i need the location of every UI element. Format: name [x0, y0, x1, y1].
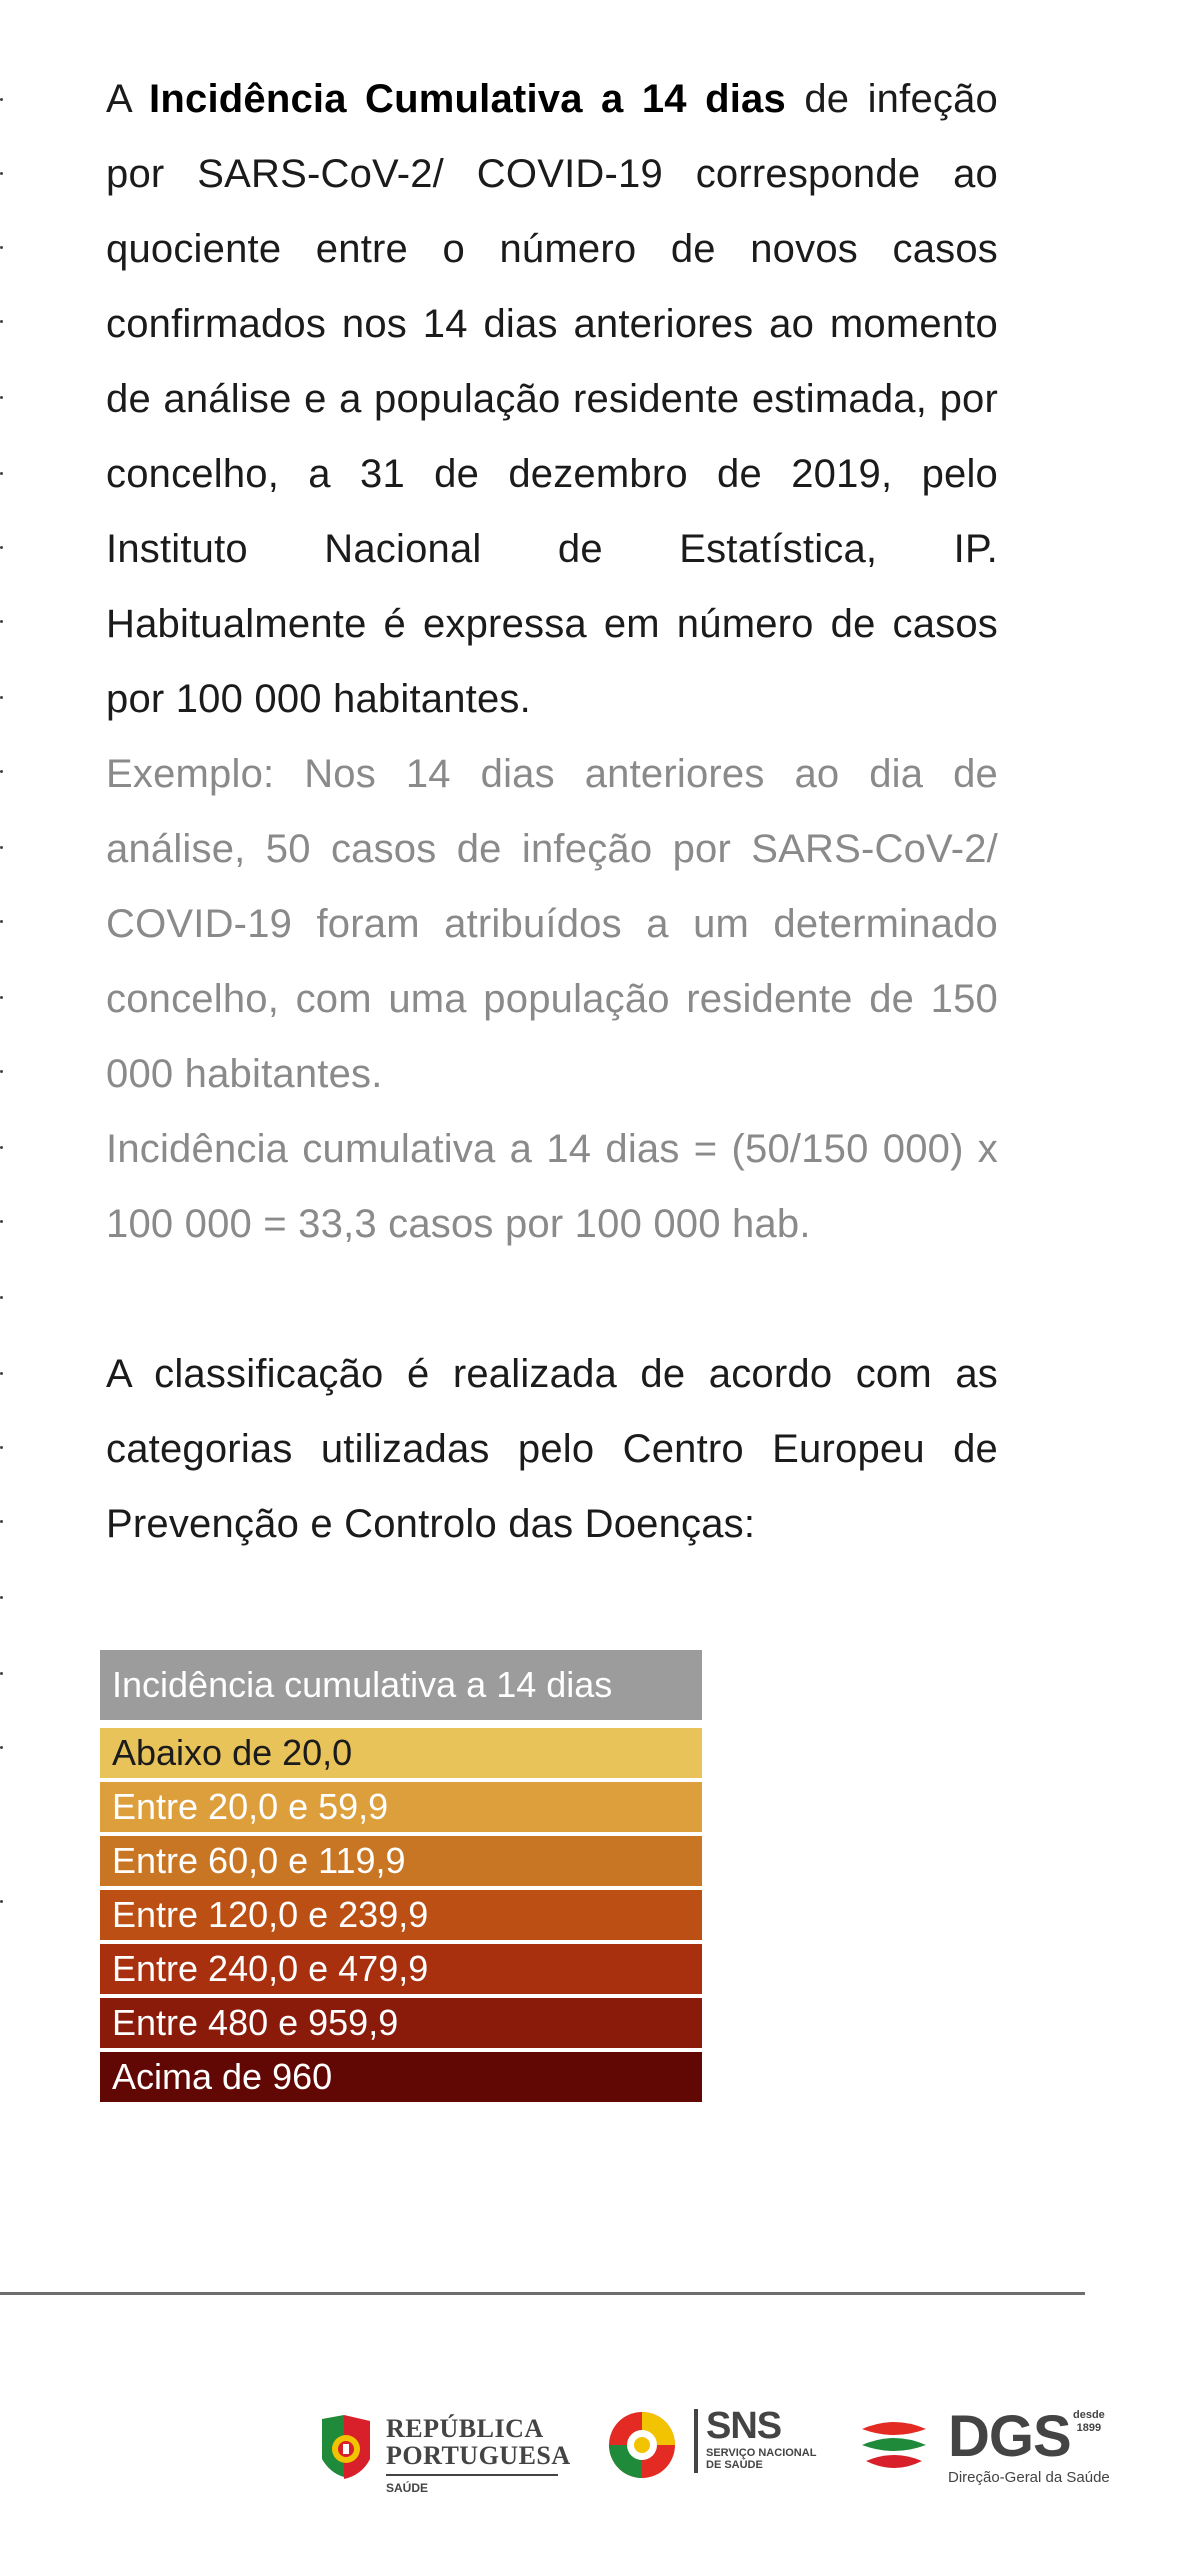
- incidence-legend: [100, 1650, 702, 2102]
- edge-dot: [0, 1220, 3, 1223]
- sns-subtitle: [706, 2447, 826, 2471]
- dgs-since: [1073, 2409, 1105, 2435]
- dgs-since-label: desde: [1073, 2409, 1105, 2421]
- edge-dot: [0, 846, 3, 849]
- edge-dot: [0, 472, 3, 475]
- legend-row-2: Entre 20,0 e 59,9: [100, 1782, 702, 1832]
- sns-sub-line2: DE SAÚDE: [706, 2459, 763, 2471]
- edge-dot: [0, 98, 3, 101]
- edge-dot: [0, 770, 3, 773]
- edge-dot: [0, 246, 3, 249]
- edge-dot: [0, 1070, 3, 1073]
- edge-dot: [0, 546, 3, 549]
- page-edge-dots: [0, 0, 6, 2560]
- definition-text: de infeção por SARS-CoV-2/ COVID-19 corresponde ao quociente entre o número de novos casos confirmados nos 14 dias anteriores ao momento de análise e a população residente estimada, por concelho, a 31 de dezembro de 2019, pelo Instituto Nacional de Estatística, IP. Habitualmente é expressa em número de casos por 100 000 habitantes.: [106, 77, 998, 721]
- edge-dot: [0, 320, 3, 323]
- edge-dot: [0, 1296, 3, 1299]
- footer-divider: [0, 2292, 1085, 2295]
- example-paragraph: Exemplo: Nos 14 dias anteriores ao dia de análise, 50 casos de infeção por SARS-CoV-2/ COVID-19 foram atribuídos a um determinado concelho, com uma população residente de 150 000 habitantes.: [106, 752, 998, 1096]
- edge-dot: [0, 1672, 3, 1675]
- edge-dot: [0, 1520, 3, 1523]
- legend-row-4: Entre 120,0 e 239,9: [100, 1890, 702, 1940]
- legend-row-1: Abaixo de 20,0: [100, 1728, 702, 1778]
- document-body: [106, 62, 998, 1562]
- footer-logos: [0, 2395, 1190, 2535]
- legend-row-3: Entre 60,0 e 119,9: [100, 1836, 702, 1886]
- classification-paragraph: A classificação é realizada de acordo com as categorias utilizadas pelo Centro Europeu de Prevenção e Controlo das Doenças:: [106, 1352, 998, 1546]
- edge-dot: [0, 1900, 3, 1903]
- legend-row-5: Entre 240,0 e 479,9: [100, 1944, 702, 1994]
- republica-line2: PORTUGUESA: [386, 2441, 571, 2470]
- edge-dot: [0, 172, 3, 175]
- edge-dot: [0, 1596, 3, 1599]
- definition-prefix: A: [106, 77, 150, 121]
- edge-dot: [0, 1746, 3, 1749]
- sns-divider: [694, 2409, 698, 2473]
- edge-dot: [0, 1372, 3, 1375]
- republica-sub: SAÚDE: [386, 2481, 429, 2495]
- dgs-subtitle: Direção-Geral da Saúde: [948, 2469, 1110, 2486]
- sns-emblem-icon: [606, 2409, 678, 2481]
- paragraph-gap: [106, 1262, 998, 1337]
- edge-dot: [0, 996, 3, 999]
- republica-portuguesa-wordmark: [386, 2415, 571, 2469]
- republica-portuguesa-emblem-icon: [318, 2413, 374, 2483]
- dgs-since-year: 1899: [1076, 2422, 1102, 2434]
- republica-line1: REPÚBLICA: [386, 2414, 544, 2443]
- dgs-emblem-icon: [856, 2411, 932, 2481]
- legend-header: Incidência cumulativa a 14 dias: [100, 1650, 702, 1720]
- edge-dot: [0, 1446, 3, 1449]
- definition-term: Incidência Cumulativa a 14 dias: [149, 77, 786, 121]
- edge-dot: [0, 920, 3, 923]
- legend-row-6: Entre 480 e 959,9: [100, 1998, 702, 2048]
- example-formula: Incidência cumulativa a 14 dias = (50/150 000) x 100 000 = 33,3 casos por 100 000 hab.: [106, 1127, 998, 1246]
- republica-underline: [386, 2474, 558, 2476]
- edge-dot: [0, 620, 3, 623]
- legend-row-7: Acima de 960: [100, 2052, 702, 2102]
- edge-dot: [0, 696, 3, 699]
- sns-sub-line1: SERVIÇO NACIONAL: [706, 2447, 817, 2459]
- edge-dot: [0, 1146, 3, 1149]
- dgs-title: DGS: [948, 2404, 1071, 2469]
- edge-dot: [0, 396, 3, 399]
- sns-title: SNS: [706, 2405, 782, 2447]
- definition-paragraph: [106, 62, 998, 737]
